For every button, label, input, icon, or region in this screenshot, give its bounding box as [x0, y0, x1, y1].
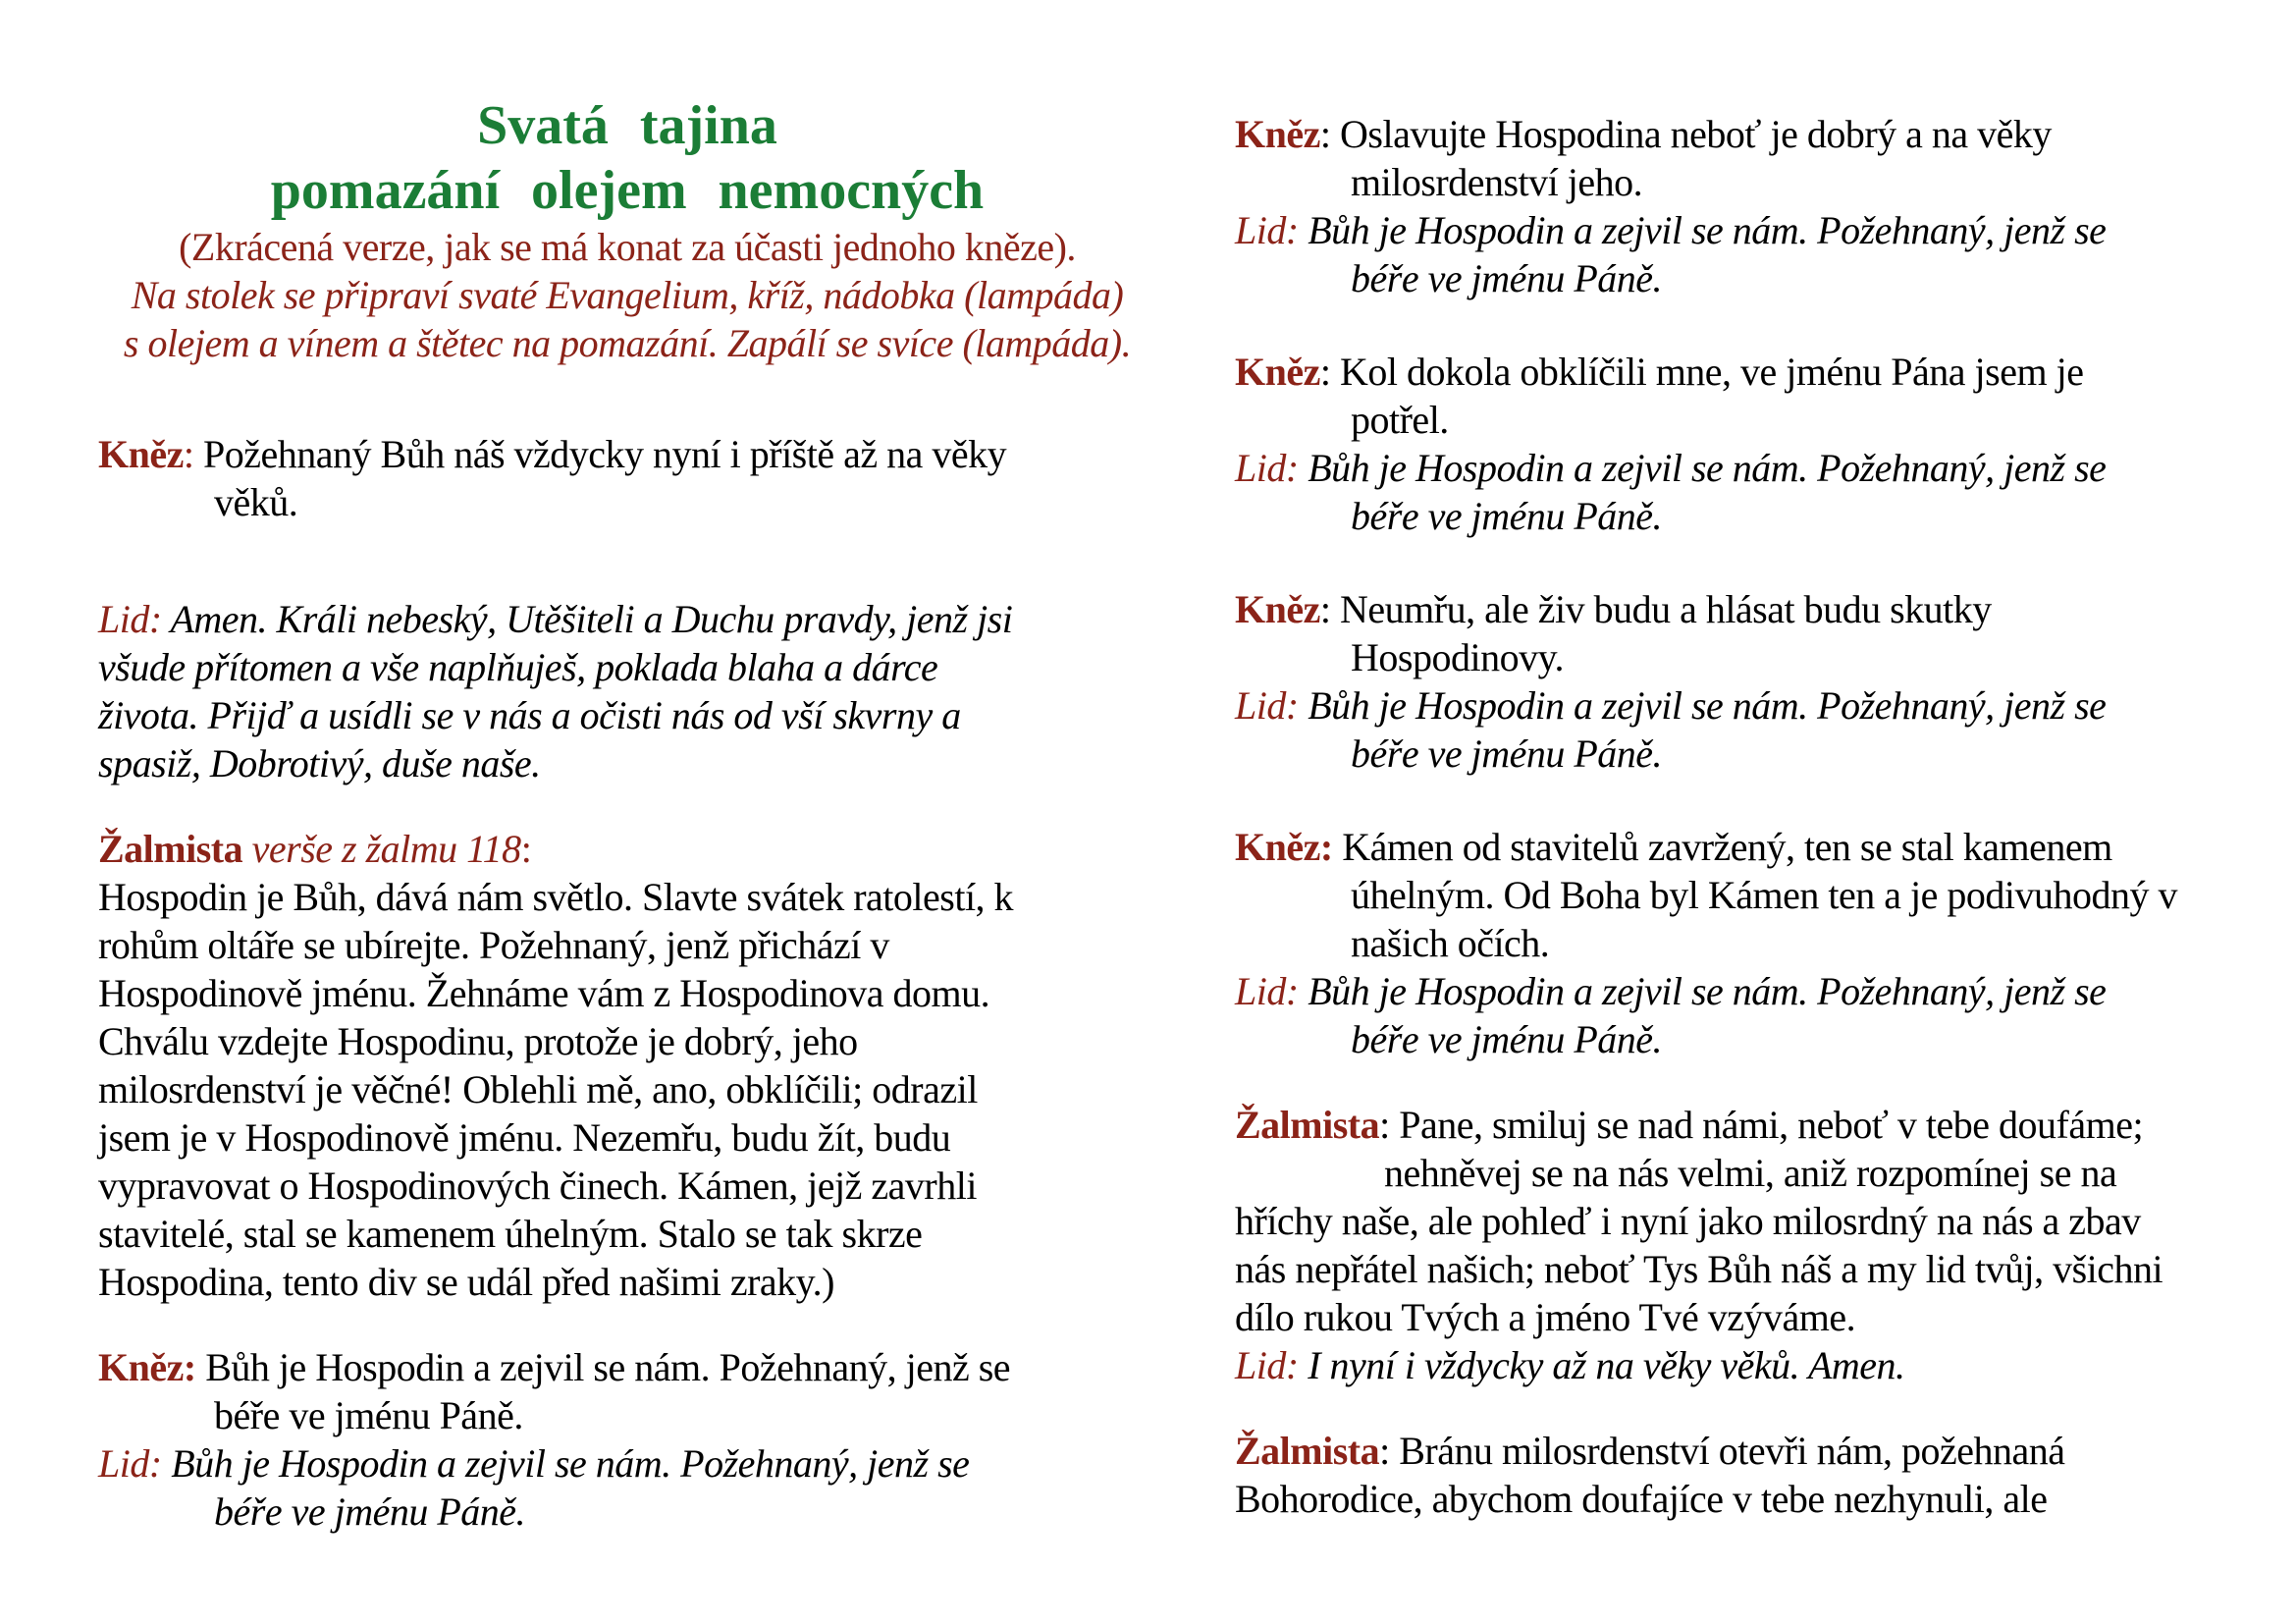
text-line	[1235, 1101, 2261, 1149]
people-i-nyni	[1235, 1341, 2261, 1389]
people-amen-krali-nebesky	[98, 595, 1156, 787]
line-text: :	[1319, 587, 1340, 631]
line-text: milosrdenství je věčné! Oblehli mě, ano, obklíčili; odrazil	[98, 1067, 978, 1111]
line-text: Bůh je Hospodin a zejvil se nám. Požehnaný, jenž se	[171, 1441, 970, 1486]
text-line	[98, 921, 1156, 969]
line-text: béře ve jménu Páně.	[1351, 1017, 1663, 1061]
line-text	[242, 827, 252, 871]
text-line	[98, 1391, 1156, 1439]
text-line	[1235, 823, 2261, 871]
text-line	[1235, 396, 2261, 444]
text-line	[98, 1258, 1156, 1306]
text-line	[98, 1162, 1156, 1210]
text-line	[1235, 1427, 2261, 1475]
speaker-label: Lid:	[98, 597, 162, 641]
line-text: Požehnaný Bůh náš vždycky nyní i příště až na věky	[203, 432, 1007, 476]
line-text: verše z žalmu 118	[251, 827, 521, 871]
line-text: Oslavujte Hospodina neboť je dobrý a na věky	[1340, 112, 2052, 156]
priest-buh-je-hospodin	[98, 1343, 1156, 1439]
text-line	[1235, 1197, 2261, 1245]
title-block	[98, 93, 1156, 367]
text-line	[98, 1113, 1156, 1162]
rubric-note-line-2: s olejem a vínem a štětec na pomazání. Zapálí se svíce (lampáda).	[123, 321, 1132, 365]
speaker-label: Žalmista	[1235, 1103, 1380, 1147]
text-line	[98, 739, 1156, 787]
line-text: Kol dokola obklíčili mne, ve jménu Pána jsem je	[1340, 350, 2084, 394]
line-text: Bůh je Hospodin a zejvil se nám. Požehnaný, jenž se	[1308, 208, 2107, 252]
speaker-label: Lid:	[1235, 683, 1299, 728]
people-refrain-1	[1235, 206, 2261, 302]
line-text: vypravovat o Hospodinových činech. Kámen, jejž zavrhli	[98, 1164, 977, 1208]
line-text: :	[1319, 112, 1340, 156]
left-column	[98, 93, 1156, 1536]
right-column	[1235, 110, 2261, 1523]
line-text: Pane, smiluj se nad námi, neboť v tebe doufáme;	[1399, 1103, 2144, 1147]
left-paragraphs	[98, 430, 1156, 1536]
text-line	[98, 643, 1156, 691]
line-text: Hospodina, tento div se udál před našimi zraky.)	[98, 1260, 834, 1304]
text-line	[1235, 254, 2261, 302]
line-text: úhelným. Od Boha byl Kámen ten a je podivuhodný v	[1351, 873, 2178, 917]
line-text: Neumřu, ale živ budu a hlásat budu skutky	[1340, 587, 1992, 631]
priest-neumru	[1235, 585, 2261, 681]
text-line	[1235, 585, 2261, 633]
line-text: rohům oltáře se ubírejte. Požehnaný, jenž přichází v	[98, 923, 889, 967]
line-text: našich očích.	[1351, 921, 1550, 965]
page-title-line-1: Svatá tajina	[477, 95, 777, 156]
line-text	[1299, 446, 1308, 490]
line-text	[1299, 683, 1308, 728]
line-text: béře ve jménu Páně.	[1351, 256, 1663, 300]
text-line	[1235, 1475, 2261, 1523]
text-line	[1235, 1293, 2261, 1341]
line-text: Bůh je Hospodin a zejvil se nám. Požehnaný, jenž se	[205, 1345, 1011, 1389]
line-text	[1299, 208, 1308, 252]
psalm-118-verses	[98, 873, 1156, 1306]
text-line	[1235, 492, 2261, 540]
line-text: :	[1319, 350, 1340, 394]
line-text: Chválu vzdejte Hospodinu, protože je dobrý, jeho	[98, 1019, 858, 1063]
text-line	[98, 1439, 1156, 1488]
line-text: věků.	[214, 480, 298, 524]
subtitle-note: (Zkrácená verze, jak se má konat za účasti jednoho kněze).	[179, 225, 1076, 269]
line-text: I nyní i vždycky až na věky věků. Amen.	[1308, 1343, 1905, 1387]
line-text: Bůh je Hospodin a zejvil se nám. Požehnaný, jenž se	[1308, 683, 2107, 728]
line-text: jsem je v Hospodinově jménu. Nezemřu, budu žít, budu	[98, 1115, 951, 1160]
speaker-label: Lid:	[1235, 446, 1299, 490]
people-refrain-3	[1235, 681, 2261, 778]
text-line	[98, 595, 1156, 643]
text-line	[98, 1343, 1156, 1391]
line-text: života. Přijď a usídli se v nás a očisti nás od vší skvrny a	[98, 693, 961, 737]
line-text: dílo rukou Tvých a jméno Tvé vzýváme.	[1235, 1295, 1856, 1339]
speaker-label: Kněz:	[1235, 825, 1333, 869]
speaker-label: Lid:	[1235, 208, 1299, 252]
text-line	[1235, 967, 2261, 1015]
text-line	[1235, 1015, 2261, 1063]
text-line	[1235, 1245, 2261, 1293]
psalmist-branu-milosrdenstvi	[1235, 1427, 2261, 1523]
line-text: stavitelé, stal se kamenem úhelným. Stalo se tak skrze	[98, 1212, 923, 1256]
line-text: béře ve jménu Páně.	[214, 1489, 526, 1534]
rubric-note-line-1: Na stolek se připraví svaté Evangelium, kříž, nádobka (lampáda)	[131, 273, 1124, 317]
line-text: Hospodin je Bůh, dává nám světlo. Slavte svátek ratolestí, k	[98, 875, 1014, 919]
speaker-label: Lid:	[1235, 1343, 1299, 1387]
text-line	[1235, 348, 2261, 396]
line-text: potřel.	[1351, 398, 1449, 442]
speaker-label: Žalmista	[1235, 1429, 1380, 1473]
speaker-label: Lid:	[1235, 969, 1299, 1013]
text-line	[1235, 444, 2261, 492]
line-text: Kámen od stavitelů zavržený, ten se stal kamenem	[1342, 825, 2112, 869]
priest-oslavujte-hospodina	[1235, 110, 2261, 206]
line-text: :	[520, 827, 532, 871]
line-text: béře ve jménu Páně.	[1351, 731, 1663, 776]
line-text: nás nepřátel našich; neboť Tys Bůh náš a my lid tvůj, všichni	[1235, 1247, 2163, 1291]
people-refrain-2	[1235, 444, 2261, 540]
line-text: hříchy naše, ale pohleď i nyní jako milosrdný na nás a zbav	[1235, 1199, 2141, 1243]
speaker-label: Kněz	[1235, 350, 1320, 394]
text-line	[98, 430, 1156, 478]
line-text	[1299, 1343, 1308, 1387]
text-line	[1235, 110, 2261, 158]
text-line	[1235, 919, 2261, 967]
text-line	[98, 1210, 1156, 1258]
text-line	[98, 691, 1156, 739]
priest-kamen-od-stavitelu	[1235, 823, 2261, 967]
line-text: Bůh je Hospodin a zejvil se nám. Požehnaný, jenž se	[1308, 446, 2107, 490]
line-text: Bůh je Hospodin a zejvil se nám. Požehnaný, jenž se	[1308, 969, 2107, 1013]
line-text: milosrdenství jeho.	[1351, 160, 1643, 204]
text-line	[1235, 1341, 2261, 1389]
psalmist-heading-psalm-118	[98, 825, 1156, 873]
speaker-label: Kněz	[98, 432, 184, 476]
line-text: :	[183, 432, 203, 476]
text-line	[98, 1488, 1156, 1536]
speaker-label: Lid:	[98, 1441, 162, 1486]
speaker-label: Kněz:	[98, 1345, 196, 1389]
text-line	[1235, 1149, 2261, 1197]
priest-opening-blessing	[98, 430, 1156, 526]
psalmist-pane-smiluj-se	[1235, 1101, 2261, 1341]
text-line	[1235, 158, 2261, 206]
line-text	[196, 1345, 206, 1389]
line-text: Bránu milosrdenství otevři nám, požehnaná	[1399, 1429, 2065, 1473]
line-text: Hospodinovy.	[1351, 635, 1564, 679]
people-refrain-4	[1235, 967, 2261, 1063]
right-paragraphs	[1235, 110, 2261, 1523]
text-line	[1235, 871, 2261, 919]
line-text: spasiž, Dobrotivý, duše naše.	[98, 741, 541, 785]
line-text: :	[1379, 1429, 1400, 1473]
line-text: nehněvej se na nás velmi, aniž rozpomínej se na	[1384, 1151, 2117, 1195]
page-title-line-2: pomazání olejem nemocných	[270, 160, 985, 221]
priest-kol-dokola	[1235, 348, 2261, 444]
speaker-label: Kněz	[1235, 587, 1320, 631]
text-line	[1235, 633, 2261, 681]
line-text: všude přítomen a vše naplňuješ, poklada blaha a dárce	[98, 645, 938, 689]
line-text: béře ve jménu Páně.	[1351, 494, 1663, 538]
text-line	[1235, 681, 2261, 730]
line-text: béře ve jménu Páně.	[214, 1393, 523, 1437]
speaker-label: Kněz	[1235, 112, 1320, 156]
text-line	[98, 969, 1156, 1017]
speaker-label: Žalmista	[98, 827, 243, 871]
text-line	[1235, 206, 2261, 254]
line-text: Bohorodice, abychom doufajíce v tebe nezhynuli, ale	[1235, 1477, 2048, 1521]
text-line	[1235, 730, 2261, 778]
text-line	[98, 478, 1156, 526]
line-text: :	[1379, 1103, 1400, 1147]
line-text: Hospodinově jménu. Žehnáme vám z Hospodinova domu.	[98, 971, 990, 1015]
text-line	[98, 1017, 1156, 1065]
line-text: Amen. Králi nebeský, Utěšiteli a Duchu pravdy, jenž jsi	[170, 597, 1013, 641]
people-buh-je-hospodin	[98, 1439, 1156, 1536]
text-line	[98, 825, 1156, 873]
line-text	[162, 1441, 172, 1486]
text-line	[98, 873, 1156, 921]
line-text	[1333, 825, 1343, 869]
line-text	[1299, 969, 1308, 1013]
text-line	[98, 1065, 1156, 1113]
